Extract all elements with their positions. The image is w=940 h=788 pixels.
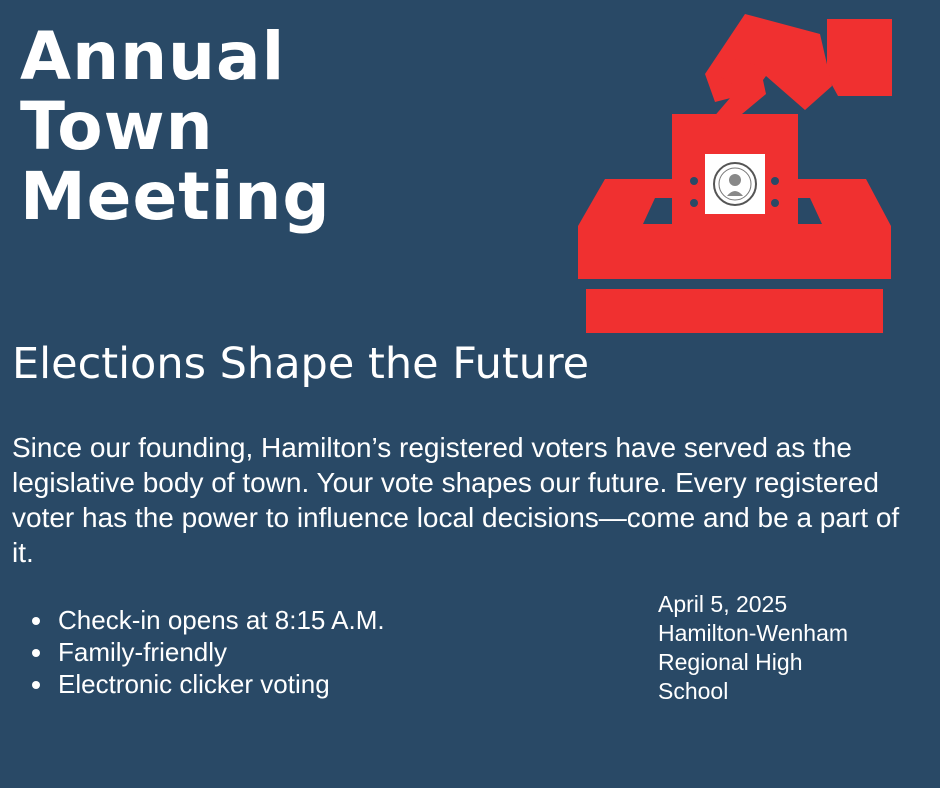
list-item-text: Electronic clicker voting [58, 669, 330, 699]
title-line: Annual [20, 18, 286, 95]
event-details [658, 590, 928, 706]
hand-sleeve [827, 19, 892, 96]
title-line: Meeting [20, 158, 331, 235]
subtitle: Elections Shape the Future [12, 339, 590, 389]
venue-line: Hamilton-Wenham [658, 620, 849, 646]
title-line: Town [20, 88, 214, 165]
venue-line: Regional High [658, 649, 803, 675]
ballot-box-base [586, 289, 883, 333]
ballot-box-icon [570, 14, 900, 336]
list-item [26, 604, 385, 636]
hand-palm [705, 14, 832, 110]
bullet-icon [32, 681, 40, 689]
list-item [26, 668, 385, 700]
bullet-icon [32, 649, 40, 657]
list-item [26, 636, 385, 668]
list-item-text: Family-friendly [58, 637, 228, 667]
venue-line: School [658, 678, 729, 704]
highlights-list [26, 604, 385, 700]
body-text: Since our founding, Hamilton’s registered voters have served as the legislative body of town. Your vote shapes our future. Every registered voter has the power to influence local decisions—come and be a part of it. [12, 432, 900, 568]
poster-title [20, 18, 331, 235]
event-date: April 5, 2025 [658, 591, 788, 617]
bullet-icon [32, 617, 40, 625]
list-item-text: Check-in opens at 8:15 A.M. [58, 605, 385, 635]
